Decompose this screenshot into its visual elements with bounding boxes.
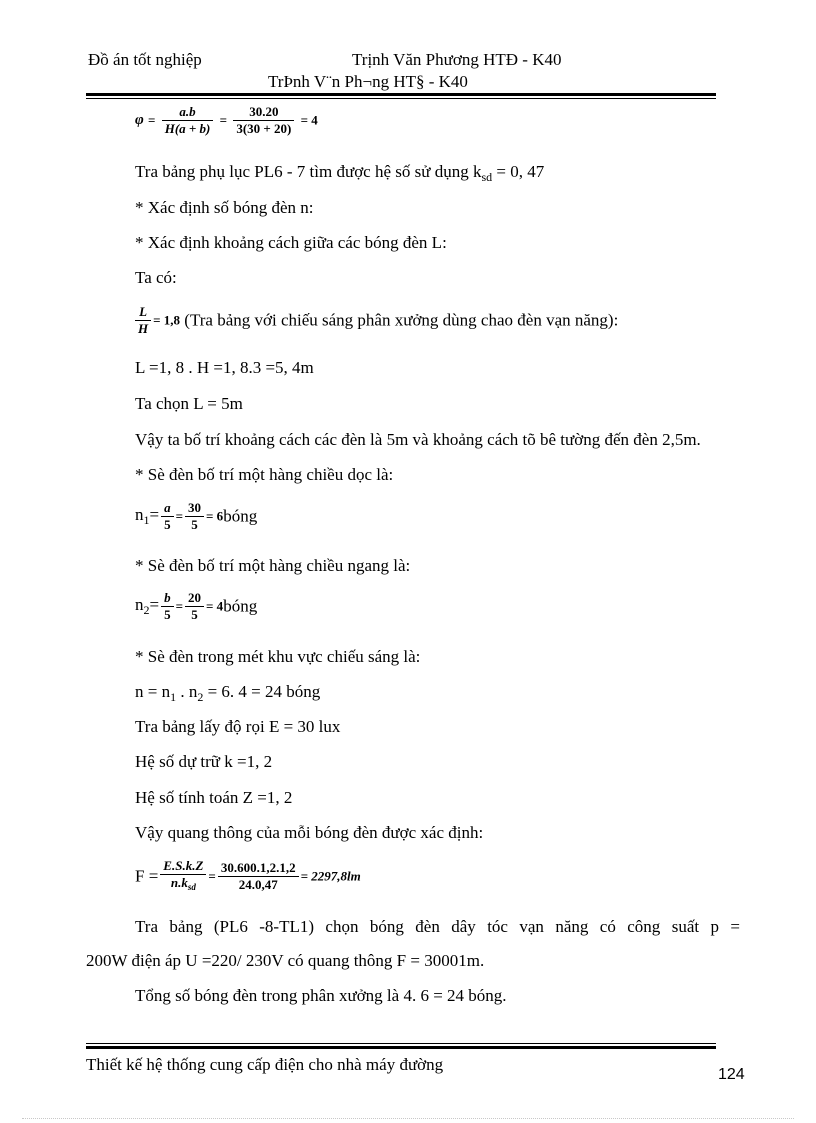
equals: = bbox=[148, 112, 156, 128]
header-author: Trịnh Văn Phương HTĐ - K40 bbox=[352, 50, 562, 69]
text-line: * Sè đèn trong mét khu vực chiếu sáng là: bbox=[135, 647, 421, 666]
header-rule-thick bbox=[86, 93, 716, 96]
paragraph-line: Tra bảng (PL6 -8-TL1) chọn bóng đèn dây tóc vạn năng có công suất p = bbox=[135, 917, 740, 936]
fraction-denominator: 24.0,47 bbox=[238, 877, 278, 892]
paragraph-line: 200W điện áp U =220/ 230V có quang thông F = 30001m. bbox=[86, 951, 485, 970]
text-line: * Sè đèn bố trí một hàng chiều ngang là: bbox=[135, 556, 411, 575]
text-line: Tra bảng lấy độ rọi E = 30 lux bbox=[135, 717, 341, 736]
equals: = bbox=[149, 595, 160, 614]
footer-rule-thick bbox=[86, 1046, 716, 1049]
text-line: Hệ số dự trữ k =1, 2 bbox=[135, 752, 273, 771]
fraction-numerator: 30.20 bbox=[233, 104, 294, 121]
text-line: Hệ số tính toán Z =1, 2 bbox=[135, 788, 293, 807]
n1-equation: $n_1=$ $\frac{a}{5}$ = $\frac{30}{5}$ = 6bóng bbox=[135, 500, 258, 532]
phi-symbol: φ bbox=[135, 112, 144, 128]
lh-equation bbox=[135, 304, 618, 337]
text-segment: = 6. 4 = 24 bóng bbox=[203, 682, 321, 701]
header-left: Đồ án tốt nghiệp bbox=[88, 50, 202, 69]
fraction-denominator: n.k bbox=[170, 875, 188, 890]
text-line: Vậy ta bố trí khoảng cách các đèn là 5m và khoảng cách tõ bê tường đến đèn 2,5m. bbox=[135, 430, 701, 449]
text-segment: F = bbox=[135, 866, 159, 886]
fraction-denominator: H(a + b) bbox=[164, 121, 211, 136]
text-segment: . n bbox=[176, 682, 198, 701]
fraction-denominator: H bbox=[138, 321, 149, 336]
flux-equation: F = $\frac{E.S.k.Z}{n.k_{sd}}$ = $\frac{30.600.1,2.1,2}{24.0,47}$ = 2297,8lm bbox=[135, 858, 361, 892]
page-edge bbox=[22, 1118, 794, 1119]
text-segment: Tra bảng phụ lục PL6 - 7 tìm được hệ số sử dụng k bbox=[135, 162, 482, 181]
phi-equation bbox=[135, 104, 318, 137]
text-line: L =1, 8 . H =1, 8.3 =5, 4m bbox=[135, 358, 314, 377]
paragraph-line: Tổng số bóng đèn trong phân xưởng là 4. 6 = 24 bóng. bbox=[135, 986, 507, 1005]
result: = 1,8 bbox=[153, 312, 181, 328]
fraction-numerator: a.b bbox=[162, 104, 214, 121]
text-segment: n = n bbox=[135, 682, 171, 701]
unit: bóng bbox=[223, 596, 258, 616]
fraction-numerator: 30 bbox=[185, 500, 204, 517]
fraction-denominator: 5 bbox=[191, 517, 198, 532]
result: = 4 bbox=[206, 598, 224, 614]
unit: bóng bbox=[223, 506, 258, 526]
subscript: 1 bbox=[170, 690, 177, 704]
equals: = bbox=[149, 505, 160, 524]
text-segment: n bbox=[135, 595, 144, 614]
subscript: sd bbox=[481, 170, 493, 184]
result: = 2297,8lm bbox=[300, 868, 361, 884]
header-rule-thin bbox=[86, 98, 716, 99]
subscript: 2 bbox=[143, 603, 150, 617]
fraction-denominator: 5 bbox=[191, 607, 198, 622]
text-line: Ta có: bbox=[135, 268, 177, 287]
fraction-numerator: 20 bbox=[185, 590, 204, 607]
text-line bbox=[135, 162, 544, 185]
result: = 4 bbox=[300, 112, 318, 128]
fraction-numerator: 30.600.1,2.1,2 bbox=[218, 860, 299, 877]
text-line: * Sè đèn bố trí một hàng chiều dọc là: bbox=[135, 465, 394, 484]
fraction-denominator: 5 bbox=[164, 607, 171, 622]
fraction-numerator: L bbox=[135, 304, 151, 321]
fraction-numerator: E.S.k.Z bbox=[160, 858, 206, 875]
result: = 6 bbox=[206, 508, 224, 524]
fraction-denominator: 5 bbox=[164, 517, 171, 532]
fraction-denominator: 3(30 + 20) bbox=[236, 121, 292, 136]
footer-rule-thin bbox=[86, 1043, 716, 1044]
text-line bbox=[135, 682, 320, 705]
footer-title: Thiết kế hệ thống cung cấp điện cho nhà máy đường bbox=[86, 1055, 444, 1074]
subscript: 2 bbox=[197, 690, 204, 704]
fraction-numerator: b bbox=[161, 590, 174, 607]
text-line: Vậy quang thông của mỗi bóng đèn được xác định: bbox=[135, 823, 484, 842]
subscript: 1 bbox=[143, 513, 150, 527]
n2-equation: $n_2=$ $\frac{b}{5}$ = $\frac{20}{5}$ = 4bóng bbox=[135, 590, 258, 622]
page-number: 124 bbox=[718, 1066, 745, 1083]
fraction-numerator: a bbox=[161, 500, 174, 517]
text-line: * Xác định khoảng cách giữa các bóng đèn L: bbox=[135, 233, 447, 252]
text-segment: (Tra bảng với chiếu sáng phân xưởng dùng chao đèn vạn năng): bbox=[180, 310, 619, 330]
text-line: Ta chọn L = 5m bbox=[135, 394, 243, 413]
subscript: sd bbox=[187, 882, 196, 892]
header-author-garbled: TrÞnh V¨n Ph¬ng HT§ - K40 bbox=[268, 72, 468, 91]
equals: = bbox=[219, 112, 228, 128]
text-segment: = 0, 47 bbox=[492, 162, 545, 181]
text-segment: n bbox=[135, 505, 144, 524]
text-line: * Xác định số bóng đèn n: bbox=[135, 198, 314, 217]
